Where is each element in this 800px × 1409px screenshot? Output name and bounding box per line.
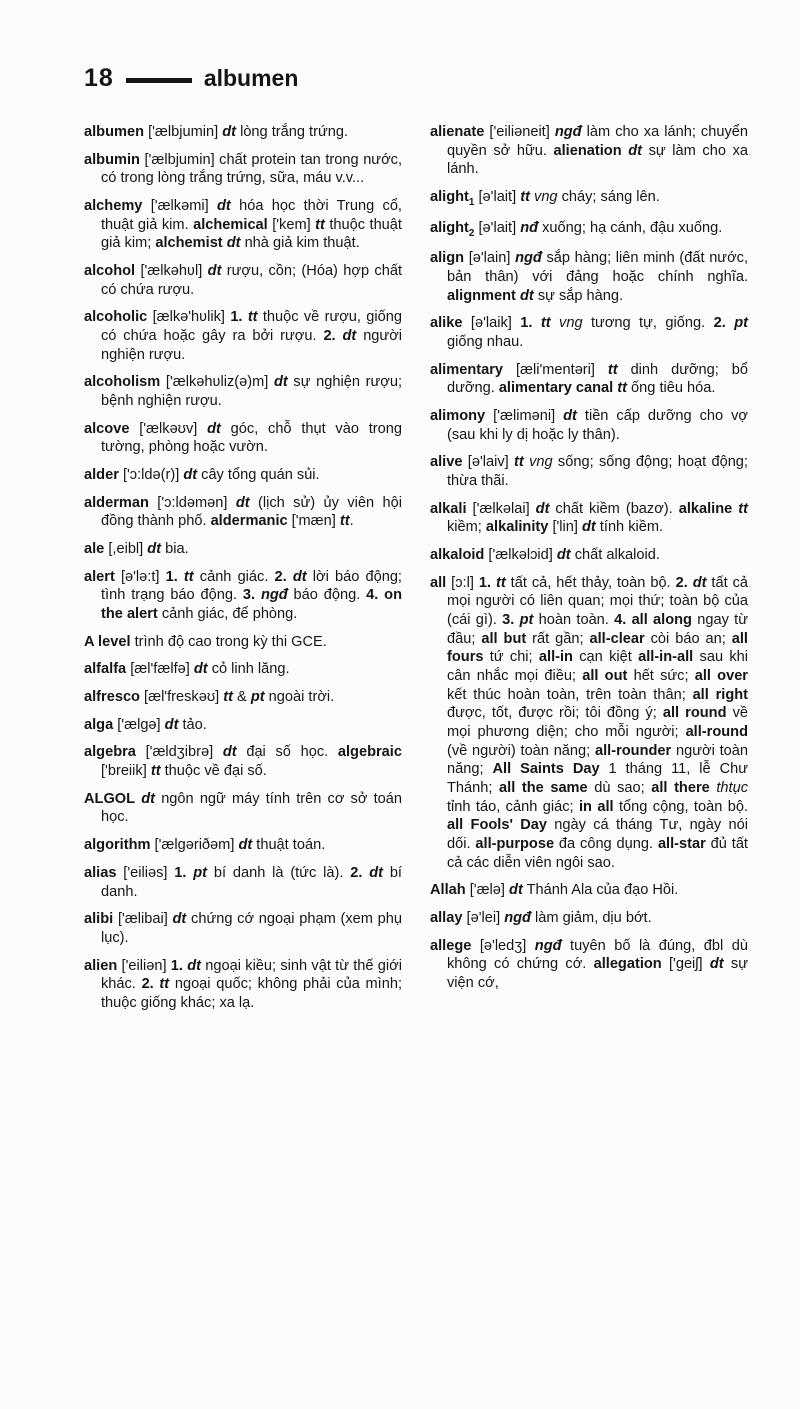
text-segment: alkaline bbox=[678, 500, 733, 517]
header-rule-dash bbox=[126, 78, 192, 83]
text-segment: ngđ bbox=[260, 587, 288, 604]
text-segment: dt bbox=[342, 328, 357, 345]
text-segment: alignment bbox=[447, 287, 516, 304]
text-segment: ['ældʒibrə] bbox=[135, 744, 223, 761]
text-segment: dt bbox=[141, 790, 156, 807]
text-segment: 1. bbox=[165, 568, 178, 585]
text-segment: ['eiliəneit] bbox=[484, 124, 555, 140]
text-segment: [,eibl] bbox=[104, 541, 148, 558]
text-segment: all but bbox=[481, 630, 527, 647]
text-segment: all-round bbox=[685, 723, 748, 740]
text-segment: cạn kiệt bbox=[572, 649, 639, 666]
text-segment: pt bbox=[250, 689, 265, 706]
dictionary-entry bbox=[430, 500, 748, 537]
text-segment: ['ælibai] bbox=[113, 911, 173, 928]
text-segment: sự viện cớ, bbox=[447, 956, 748, 992]
dictionary-entry bbox=[84, 540, 402, 559]
dictionary-entry bbox=[84, 957, 402, 1013]
text-segment: bia. bbox=[161, 541, 189, 558]
text-segment: người toàn năng; bbox=[447, 742, 748, 778]
dictionary-entry bbox=[84, 836, 402, 855]
text-segment: lòng trắng trứng. bbox=[236, 124, 349, 140]
text-segment: ['æliməni] bbox=[485, 407, 564, 424]
dictionary-entry bbox=[84, 633, 402, 652]
text-segment: chứng cớ ngoại phạm (xem phụ lục). bbox=[101, 911, 402, 946]
text-segment: thuộc về rượu, giống có chứa hoặc gây ra bởi rượu. bbox=[101, 309, 403, 345]
text-segment: 2. bbox=[323, 328, 336, 345]
text-segment: bí danh. bbox=[101, 864, 402, 900]
text-segment: cảnh giác. bbox=[193, 568, 275, 585]
headword: alcoholism bbox=[84, 374, 161, 391]
text-segment: vng bbox=[529, 454, 553, 471]
text-segment: dt bbox=[207, 420, 221, 437]
text-segment: ['ɔ:ldə(r)] bbox=[118, 467, 184, 484]
text-segment: sự làm cho xa lánh. bbox=[447, 142, 748, 178]
headword: alkali bbox=[430, 500, 467, 517]
dictionary-entry bbox=[84, 420, 402, 457]
dictionary-entry bbox=[84, 743, 402, 780]
text-segment: ['lin] bbox=[548, 519, 582, 536]
text-segment: ['ælgəriðəm] bbox=[150, 837, 239, 854]
text-segment: chất alkaloid. bbox=[570, 546, 660, 563]
headword: algorithm bbox=[84, 837, 151, 854]
text-segment: 1. bbox=[478, 574, 492, 591]
headword: albumen bbox=[84, 124, 145, 140]
text-segment: ['kem] bbox=[267, 216, 316, 233]
dictionary-entry bbox=[430, 314, 748, 351]
text-segment: 4. all along bbox=[614, 611, 692, 628]
headword: Allah bbox=[430, 882, 466, 899]
text-segment: thuật toán. bbox=[252, 837, 326, 854]
dictionary-entry bbox=[430, 881, 748, 900]
dictionary-entry bbox=[84, 864, 402, 901]
text-segment: nhà giả kim thuật. bbox=[240, 235, 360, 252]
text-segment: báo động. bbox=[287, 587, 367, 604]
text-segment: pt bbox=[734, 315, 748, 332]
text-segment: thuộc về đại số. bbox=[160, 763, 267, 780]
headword: alfresco bbox=[84, 689, 140, 706]
text-segment: ['geiʃ] bbox=[661, 956, 710, 973]
text-segment: ngđ bbox=[515, 250, 542, 267]
text-segment: 1. bbox=[174, 864, 187, 881]
text-segment: dt bbox=[709, 956, 724, 973]
headword: alienate bbox=[430, 124, 485, 140]
text-segment: [ə'laiv] bbox=[462, 454, 515, 471]
text-segment: nđ bbox=[520, 219, 539, 236]
text-segment: vng bbox=[534, 189, 558, 206]
text-segment bbox=[726, 315, 734, 331]
text-segment: làm cho xa lánh; chuyển quyền sở hữu. bbox=[447, 124, 748, 159]
text-segment: [ə'laik] bbox=[462, 315, 521, 332]
text-segment: alkalinity bbox=[485, 519, 549, 536]
text-segment bbox=[336, 328, 343, 344]
page-columns bbox=[84, 123, 748, 1022]
text-segment: tt bbox=[520, 189, 530, 206]
text-segment: tất cả mọi người có liên quan; mọi thứ; toàn bộ của (cái gì). bbox=[447, 574, 749, 628]
headword: alderman bbox=[84, 494, 149, 511]
text-segment: ['ælkəhʋl] bbox=[135, 263, 208, 280]
text-segment: all-in-all bbox=[638, 649, 694, 666]
text-segment: all Fools' Day bbox=[447, 817, 547, 834]
dictionary-entry bbox=[84, 308, 402, 364]
text-segment: ngoài trời. bbox=[264, 689, 335, 706]
text-segment: dt bbox=[238, 837, 253, 854]
headword: alert bbox=[84, 568, 115, 585]
text-segment bbox=[551, 315, 559, 331]
dictionary-entry bbox=[430, 546, 748, 565]
text-segment: hóa học thời Trung cổ, thuật giả kim. bbox=[101, 198, 402, 233]
headword: alcohol bbox=[84, 263, 136, 280]
text-segment: dinh dưỡng; bổ dưỡng. bbox=[447, 361, 748, 397]
text-segment: thuộc thuật giả kim; bbox=[101, 216, 402, 252]
text-segment: tt bbox=[617, 380, 627, 397]
text-segment: dt bbox=[172, 911, 187, 928]
text-segment: all right bbox=[692, 686, 749, 703]
text-segment: [ə'lei] bbox=[462, 910, 505, 927]
text-segment: all the same bbox=[499, 780, 588, 796]
text-segment: 3. bbox=[242, 587, 256, 604]
text-segment: sống; sống động; hoạt động; thừa thãi. bbox=[447, 454, 748, 489]
text-segment: giống nhau. bbox=[447, 333, 524, 350]
dictionary-entry bbox=[430, 361, 748, 398]
column-right bbox=[430, 123, 748, 1002]
text-segment: góc, chỗ thụt vào trong tường, phòng hoặc vườn. bbox=[101, 420, 402, 456]
headword: albumin bbox=[84, 151, 140, 168]
text-segment: dt bbox=[582, 519, 596, 536]
text-segment: bí danh là (tức là). bbox=[207, 864, 351, 881]
headword: alimentary bbox=[430, 361, 504, 378]
text-segment: tt bbox=[183, 568, 194, 585]
text-segment: cháy; sáng lên. bbox=[557, 189, 660, 206]
text-segment: 3. bbox=[502, 611, 515, 628]
headword: alibi bbox=[84, 911, 114, 928]
text-segment: làm giảm, dịu bớt. bbox=[530, 910, 652, 927]
text-segment: dt bbox=[292, 568, 307, 585]
text-segment: [æl'fælfə] bbox=[126, 661, 194, 678]
text-segment: . bbox=[349, 513, 354, 530]
text-segment: tt bbox=[738, 500, 748, 517]
text-segment: dt bbox=[628, 142, 643, 159]
text-segment: chất kiềm (bazơ). bbox=[549, 500, 679, 517]
headword: alga bbox=[84, 716, 114, 733]
text-segment: ['ælə] bbox=[465, 882, 510, 899]
text-segment: đại số học. bbox=[236, 744, 338, 761]
text-segment: tt bbox=[495, 574, 506, 591]
dictionary-entry bbox=[84, 262, 402, 299]
text-segment: người nghiện rượu. bbox=[101, 328, 403, 363]
headword: alfalfa bbox=[84, 661, 127, 678]
text-segment: pt bbox=[193, 864, 208, 881]
text-segment: [ə'lait] bbox=[474, 219, 521, 236]
text-segment: trình độ cao trong kỳ thi GCE. bbox=[130, 633, 327, 650]
text-segment: ['ælkəlɔid] bbox=[484, 546, 557, 563]
text-segment: sắp hàng; liên minh (đất nước, bản thân) với đảng hoặc chính nghĩa. bbox=[447, 250, 749, 285]
headword: A level bbox=[84, 633, 131, 650]
guide-word: albumen bbox=[203, 65, 299, 91]
text-segment: dt bbox=[147, 541, 162, 558]
text-segment: ['ælgə] bbox=[113, 716, 165, 733]
text-segment: 1 tháng 11, lễ Chư Thánh; bbox=[447, 761, 748, 796]
text-segment: all-rounder bbox=[595, 742, 672, 759]
text-segment: tt bbox=[223, 689, 233, 706]
dictionary-entry bbox=[84, 151, 402, 188]
text-segment: tt bbox=[159, 976, 170, 993]
text-segment: alchemist bbox=[155, 235, 223, 252]
headword: alias bbox=[84, 864, 117, 881]
text-segment: 4. on the alert bbox=[101, 587, 402, 623]
text-segment: allegation bbox=[593, 956, 662, 973]
text-segment: 2 bbox=[468, 227, 475, 239]
text-segment: tỉnh táo, cảnh giác; bbox=[447, 798, 579, 815]
text-segment: in all bbox=[578, 798, 614, 815]
dictionary-entry bbox=[84, 123, 402, 142]
text-segment: tất cả, hết thảy, toàn bộ. bbox=[505, 574, 676, 591]
text-segment: được, tốt, được rồi; tôi đồng ý; bbox=[447, 705, 663, 722]
text-segment: tiền cấp dưỡng cho vợ (sau khi ly dị hoặc ly thân). bbox=[447, 407, 748, 443]
text-segment: đủ tất cả các diễn viên ngôi sao. bbox=[447, 836, 748, 871]
dictionary-entry bbox=[84, 688, 402, 707]
headword: alcove bbox=[84, 420, 130, 437]
text-segment: dt bbox=[187, 957, 202, 974]
text-segment: all over bbox=[694, 667, 748, 684]
text-segment: alchemical bbox=[193, 216, 268, 233]
text-segment: dt bbox=[692, 574, 707, 591]
text-segment: ngoại quốc; không phải của mình; thuộc giống khác; xa lạ. bbox=[101, 976, 403, 1011]
headword: alimony bbox=[430, 407, 486, 424]
dictionary-entry bbox=[430, 123, 748, 179]
text-segment: tt bbox=[339, 513, 350, 530]
text-segment: 1. bbox=[230, 309, 243, 326]
text-segment: [ɔ:l] bbox=[446, 574, 479, 591]
headword: ale bbox=[84, 541, 105, 558]
headword: alive bbox=[430, 454, 463, 471]
text-segment: 1. bbox=[170, 957, 183, 974]
text-segment: ['breiik] bbox=[101, 763, 151, 780]
text-segment: dt bbox=[193, 661, 208, 678]
dictionary-entry bbox=[430, 188, 748, 210]
text-segment: ngđ bbox=[554, 124, 582, 140]
text-segment: all-purpose bbox=[475, 836, 555, 853]
headword: algebra bbox=[84, 744, 136, 761]
text-segment: dt bbox=[235, 494, 250, 511]
text-segment: all-in bbox=[538, 649, 573, 666]
text-segment bbox=[532, 315, 540, 331]
text-segment: dt bbox=[207, 263, 222, 280]
dictionary-entry bbox=[84, 568, 402, 624]
text-segment: pt bbox=[519, 611, 534, 628]
text-segment: ['eiliən] bbox=[117, 957, 171, 974]
page-header bbox=[84, 64, 748, 93]
text-segment: lời báo động; tình trạng báo động. bbox=[101, 568, 402, 604]
text-segment: tổng cộng, toàn bộ. bbox=[613, 798, 749, 815]
dictionary-entry bbox=[84, 466, 402, 485]
text-segment: tt bbox=[514, 454, 524, 471]
text-segment: 2. bbox=[350, 864, 363, 881]
text-segment: tt bbox=[315, 216, 325, 233]
text-segment: hoàn toàn. bbox=[533, 611, 615, 628]
dictionary-entry bbox=[84, 494, 402, 531]
headword: align bbox=[430, 250, 465, 267]
text-segment: & bbox=[232, 689, 251, 706]
text-segment: [æl'freskəʊ] bbox=[139, 689, 224, 706]
text-segment: dt bbox=[183, 467, 198, 484]
text-segment: ['ælkəhʋliz(ə)m] bbox=[160, 374, 274, 391]
text-segment: tứ chi; bbox=[483, 649, 539, 666]
text-segment: kiềm; bbox=[447, 519, 486, 536]
text-segment: (về người) toàn năng; bbox=[447, 742, 595, 759]
headword: all bbox=[430, 574, 447, 591]
dictionary-entry bbox=[84, 197, 402, 253]
text-segment: tt bbox=[607, 361, 618, 378]
text-segment: dt bbox=[369, 864, 383, 881]
text-segment: 2. bbox=[713, 315, 726, 332]
text-segment: dt bbox=[222, 124, 237, 140]
dictionary-entry bbox=[84, 716, 402, 735]
dictionary-entry bbox=[430, 937, 748, 993]
headword: alight bbox=[430, 219, 469, 236]
text-segment: (lịch sử) ủy viên hội đồng thành phố. bbox=[101, 494, 402, 530]
page-number: 18 bbox=[84, 64, 114, 92]
text-segment: all round bbox=[662, 705, 727, 722]
text-segment: alimentary canal bbox=[498, 380, 614, 397]
text-segment: ngoại kiều; sinh vật từ thế giới khác. bbox=[101, 957, 402, 993]
text-segment: all fours bbox=[447, 630, 748, 666]
text-segment: tảo. bbox=[178, 716, 207, 733]
text-segment: 1. bbox=[520, 315, 533, 332]
headword: allege bbox=[430, 937, 472, 954]
text-segment: thtục bbox=[716, 780, 748, 796]
text-segment: Thánh Ala của đạo Hồi. bbox=[522, 882, 679, 899]
headword: alchemy bbox=[84, 198, 143, 215]
text-segment: tt bbox=[150, 763, 161, 780]
dictionary-entry bbox=[430, 407, 748, 444]
text-segment: tuyên bố là đúng, đbl dù không có chứng cớ. bbox=[447, 937, 748, 973]
text-segment: ['ælbjumin] chất protein tan trong nước, có trong lòng trắng trứng, sữa, máu v.v... bbox=[101, 151, 402, 187]
headword: allay bbox=[430, 910, 463, 927]
text-segment: ngày cá tháng Tư, ngày nói dối. bbox=[447, 817, 748, 853]
text-segment: vng bbox=[559, 315, 583, 332]
text-segment: dt bbox=[222, 744, 237, 761]
text-segment: hết sức; bbox=[627, 667, 695, 684]
text-segment: xuống; hạ cánh, đậu xuống. bbox=[538, 219, 723, 236]
dictionary-entry bbox=[84, 790, 402, 827]
text-segment: ['mæn] bbox=[287, 513, 340, 530]
text-segment: [ælkə'hʋlik] bbox=[147, 309, 231, 326]
text-segment: alienation bbox=[553, 142, 622, 159]
text-segment: tt bbox=[540, 315, 551, 332]
text-segment: algebraic bbox=[337, 744, 402, 761]
text-segment: ['ælbjumin] bbox=[144, 124, 223, 140]
text-segment: sự sắp hàng. bbox=[533, 287, 624, 304]
text-segment: 1 bbox=[468, 196, 475, 208]
text-segment: ngđ bbox=[534, 937, 562, 954]
headword: alike bbox=[430, 315, 463, 332]
headword: alien bbox=[84, 957, 118, 974]
text-segment: 2. bbox=[274, 568, 287, 585]
text-segment: ngôn ngữ máy tính trên cơ sở toán học. bbox=[101, 790, 402, 826]
text-segment: dt bbox=[556, 546, 571, 563]
headword: ALGOL bbox=[84, 790, 136, 807]
text-segment: ['eiliəs] bbox=[116, 864, 175, 881]
text-segment: all-clear bbox=[589, 630, 645, 647]
text-segment: ['ælkəlai] bbox=[466, 500, 536, 517]
text-segment: cây tổng quán sủi. bbox=[197, 467, 320, 484]
headword: alcoholic bbox=[84, 309, 148, 326]
text-segment: về mọi phương diện; cho mỗi người; bbox=[447, 705, 749, 740]
text-segment: 2. bbox=[675, 574, 688, 591]
column-left bbox=[84, 123, 402, 1022]
text-segment: ống tiêu hóa. bbox=[627, 380, 716, 397]
dictionary-entry bbox=[84, 660, 402, 679]
text-segment: [ə'lait] bbox=[474, 189, 521, 206]
text-segment: ngđ bbox=[504, 910, 531, 927]
text-segment: tương tự, giống. bbox=[582, 315, 714, 332]
text-segment: sự nghiện rượu; bệnh nghiện rượu. bbox=[101, 374, 402, 410]
text-segment: còi báo an; bbox=[644, 630, 732, 647]
text-segment: ['ælkəʊv] bbox=[129, 420, 208, 437]
dictionary-entry bbox=[430, 909, 748, 928]
text-segment: kết thúc hoàn toàn, trên toàn thân; bbox=[447, 686, 693, 703]
text-segment: dt bbox=[273, 374, 288, 391]
text-segment: rất gần; bbox=[526, 630, 590, 647]
text-segment: dt bbox=[216, 198, 231, 215]
text-segment: All Saints Day bbox=[492, 761, 600, 778]
text-segment: sau khi cân nhắc mọi điều; bbox=[447, 649, 749, 684]
text-segment: ['ælkəmi] bbox=[142, 198, 217, 215]
headword: alkaloid bbox=[430, 546, 485, 563]
text-segment: rượu, cồn; (Hóa) hợp chất có chứa rượu. bbox=[101, 263, 402, 298]
text-segment: [ə'lain] bbox=[464, 250, 516, 267]
text-segment: dt bbox=[226, 235, 241, 252]
dictionary-entry bbox=[430, 453, 748, 490]
text-segment: ['ɔ:ldəmən] bbox=[148, 494, 236, 511]
dictionary-entry bbox=[84, 910, 402, 947]
headword: alder bbox=[84, 467, 119, 484]
text-segment: dt bbox=[535, 500, 550, 517]
text-segment: đa công dụng. bbox=[554, 836, 658, 853]
text-segment: [ə'ledʒ] bbox=[471, 937, 535, 954]
text-segment: aldermanic bbox=[210, 513, 288, 530]
dictionary-entry bbox=[84, 373, 402, 410]
text-segment: ngay từ đầu; bbox=[447, 611, 748, 647]
text-segment: tính kiềm. bbox=[595, 519, 664, 536]
text-segment: cỏ linh lăng. bbox=[207, 661, 290, 678]
text-segment: cảnh giác, để phòng. bbox=[157, 606, 298, 623]
text-segment: all out bbox=[582, 667, 628, 684]
dictionary-entry bbox=[430, 574, 748, 873]
text-segment: dù sao; bbox=[587, 780, 652, 796]
text-segment: all-star bbox=[657, 836, 706, 853]
dictionary-entry bbox=[430, 219, 748, 241]
text-segment: 2. bbox=[141, 976, 154, 993]
text-segment: [æli'mentəri] bbox=[503, 361, 608, 378]
dictionary-entry bbox=[430, 249, 748, 305]
text-segment: tt bbox=[247, 309, 258, 326]
headword: alight bbox=[430, 189, 469, 206]
text-segment: dt bbox=[519, 287, 534, 304]
text-segment: dt bbox=[164, 716, 179, 733]
text-segment: dt bbox=[509, 882, 523, 899]
text-segment: dt bbox=[563, 407, 577, 424]
text-segment: [ə'lə:t] bbox=[114, 568, 166, 585]
text-segment: all there bbox=[651, 780, 710, 796]
